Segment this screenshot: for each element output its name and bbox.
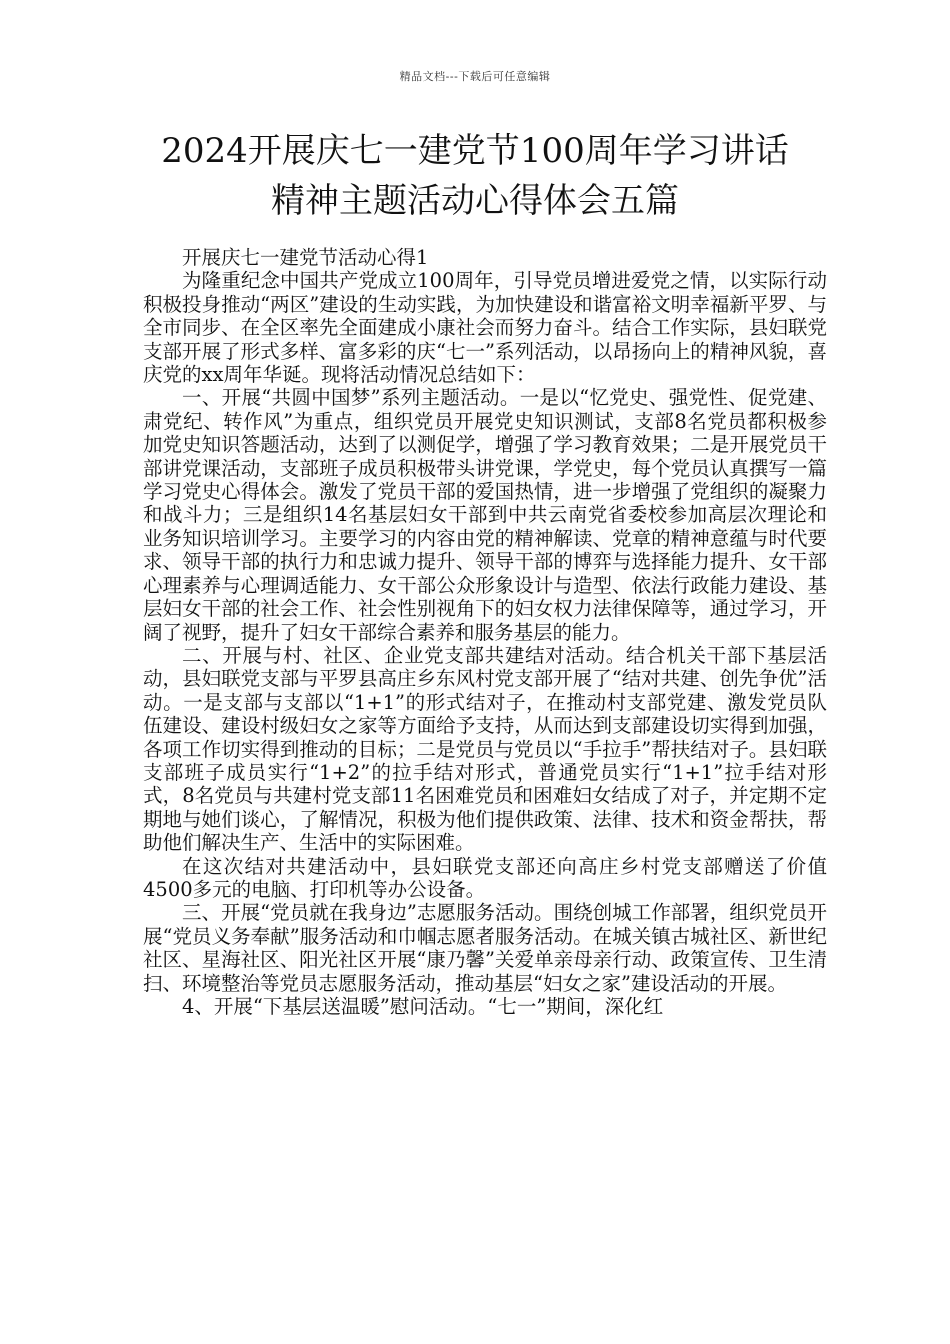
page-header: 精品文档---下载后可任意编辑 (399, 70, 551, 83)
paragraph: 在这次结对共建活动中，县妇联党支部还向高庄乡村党支部赠送了价值4500多元的电脑、打印机等办公设备。 (143, 854, 827, 901)
section-heading: 开展庆七一建党节活动心得1 (182, 246, 429, 269)
paragraph: 4、开展“下基层送温暖”慰问活动。“七一”期间，深化红 (182, 995, 664, 1018)
title-line-1: 2024开展庆七一建党节100周年学习讲话 (161, 131, 789, 171)
paragraph: 为隆重纪念中国共产党成立100周年，引导党员增进爱党之情，以实际行动积极投身推动“两区”建设的生动实践，为加快建设和谐富裕文明幸福新平罗、与全市同步、在全区率先全面建成小康社会而努力奋斗。结合工作实际，县妇联党支部开展了形式多样、富多彩的庆“七一”系列活动，以昂扬向上的精神风貌，喜庆党的xx周年华诞。现将活动情况总结如下： (143, 269, 827, 387)
document-body (143, 246, 827, 1018)
document-title (60, 126, 890, 226)
paragraph: 二、开展与村、社区、企业党支部共建结对活动。结合机关干部下基层活动，县妇联党支部与平罗县高庄乡东风村党支部开展了“结对共建、创先争优”活动。一是支部与支部以“1+1”的形式结对子，在推动村支部党建、激发党员队伍建设、建设村级妇女之家等方面给予支持，从而达到支部建设切实得到加强，各项工作切实得到推动的目标；二是党员与党员以“手拉手”帮扶结对子。县妇联支部班子成员实行“1+2”的拉手结对形式，普通党员实行“1+1”拉手结对形式，8名党员与共建村党支部11名困难党员和困难妇女结成了对子，并定期不定期地与她们谈心，了解情况，积极为他们提供政策、法律、技术和资金帮扶，帮助他们解决生产、生活中的实际困难。 (143, 643, 827, 855)
paragraph: 三、开展“党员就在我身边”志愿服务活动。围绕创城工作部署，组织党员开展“党员义务奉献”服务活动和巾帼志愿者服务活动。在城关镇古城社区、新世纪社区、星海社区、阳光社区开展“康乃馨”关爱单亲母亲行动、政策宣传、卫生清扫、环境整治等党员志愿服务活动，推动基层“妇女之家”建设活动的开展。 (143, 901, 827, 995)
paragraph: 一、开展“共圆中国梦”系列主题活动。一是以“忆党史、强党性、促党建、肃党纪、转作风”为重点，组织党员开展党史知识测试，支部8名党员都积极参加党史知识答题活动，达到了以测促学，增强了学习教育效果；二是开展党员干部讲党课活动，支部班子成员积极带头讲党课，学党史，每个党员认真撰写一篇学习党史心得体会。激发了党员干部的爱国热情，进一步增强了党组织的凝聚力和战斗力；三是组织14名基层妇女干部到中共云南党省委校参加高层次理论和业务知识培训学习。主要学习的内容由党的精神解读、党章的精神意蕴与时代要求、领导干部的执行力和忠诚力提升、领导干部的博弈与选择能力提升、女干部心理素养与心理调适能力、女干部公众形象设计与造型、依法行政能力建设、基层妇女干部的社会工作、社会性别视角下的妇女权力法律保障等，通过学习，开阔了视野，提升了妇女干部综合素养和服务基层的能力。 (143, 386, 827, 644)
title-line-2: 精神主题活动心得体会五篇 (271, 181, 679, 221)
